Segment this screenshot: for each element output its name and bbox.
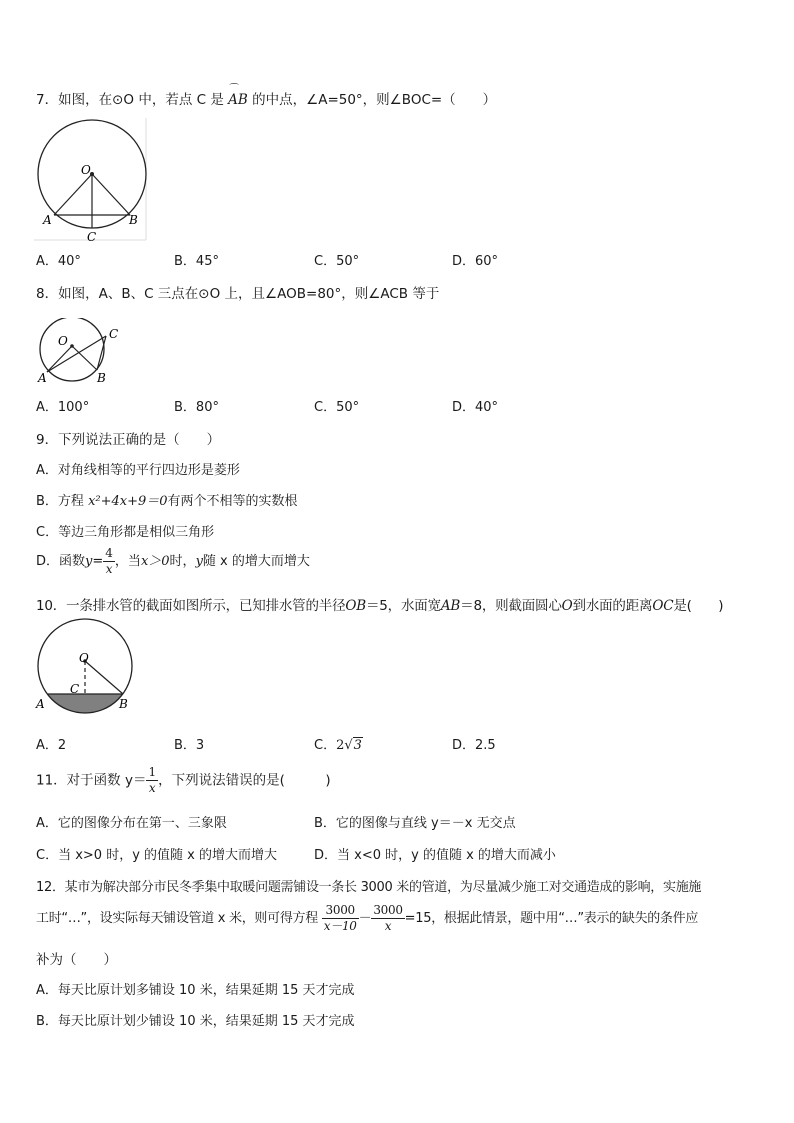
q10-sqrt: 2√3 (336, 738, 362, 753)
q8-option-c: C．50° (314, 400, 360, 415)
q9-option-b: B．方程 x²+4x+9＝0有两个不相等的实数根 (36, 494, 298, 509)
q7-text-a: 如图，在⊙O 中，若点 C 是 (58, 92, 224, 108)
q8-label-c: C (109, 327, 119, 341)
q11-fraction: $\frac{1}{x}$ (148, 765, 157, 795)
q12-fraction-1: $\frac{3000}{x-10}$ (323, 903, 357, 933)
q9-equation: x²+4x+9＝0 (88, 494, 168, 509)
q12-line1: 12．某市为解决部分市民冬季集中取暖问题需铺设一条长 3000 米的管道，为尽量减少施工对交通造成的影响，实施施 (36, 880, 702, 895)
q10-label-c: C (70, 682, 80, 696)
q10-option-d: D．2.5 (452, 738, 496, 753)
q7-arc-ab: ⌒ AB (228, 84, 248, 108)
q12-option-b: B．每天比原计划少铺设 10 米，结果延期 15 天才完成 (36, 1014, 355, 1029)
q10-label-b: B (119, 697, 128, 711)
q8-option-b: B．80° (174, 400, 219, 415)
q7-label-a: A (43, 213, 52, 227)
q9-option-d: D．函数y= $\frac{4}{x}$ ，当x＞0时，y随 x 的增大而增大 (36, 546, 310, 576)
q9-fraction: $\frac{4}{x}$ (105, 546, 113, 576)
q8-option-d: D．40° (452, 400, 499, 415)
q11-option-d: D．当 x<0 时，y 的值随 x 的增大而减小 (314, 848, 556, 863)
q10-label-a: A (36, 697, 45, 711)
q8-label-b: B (97, 371, 106, 385)
q10-label-o: O (79, 651, 89, 665)
q12-option-a: A．每天比原计划多铺设 10 米，结果延期 15 天才完成 (36, 983, 355, 998)
q8-stem: 8．如图，A、B、C 三点在⊙O 上，且∠AOB=80°，则∠ACB 等于 (36, 286, 440, 302)
q11-option-b: B．它的图像与直线 y＝－x 无交点 (314, 816, 516, 831)
q7-label-b: B (129, 213, 138, 227)
q8-figure (32, 318, 132, 388)
q8-circle (40, 318, 104, 381)
q12-line3: 补为（ ） (36, 952, 117, 968)
q7-label-o: O (81, 163, 91, 177)
q8-label-a: A (38, 371, 47, 385)
q7-number: 7． (36, 92, 59, 108)
q9-option-a: A．对角线相等的平行四边形是菱形 (36, 463, 240, 478)
q7-label-c: C (87, 230, 97, 244)
q10-option-a: A．2 (36, 738, 67, 753)
q7-option-d: D．60° (452, 254, 499, 269)
q10-option-b: B．3 (174, 738, 205, 753)
q9-stem: 9．下列说法正确的是（ ） (36, 432, 221, 448)
q7-text-b: 的中点，∠A=50°，则∠BOC=（ ） (252, 92, 497, 108)
q10-stem: 10．一条排水管的截面如图所示，已知排水管的半径OB＝5，水面宽AB＝8，则截面圆心O到水面的距离OC是( ) (36, 598, 724, 614)
arc-symbol-icon: ⌒ (229, 84, 240, 95)
q7-option-b: B．45° (174, 254, 219, 269)
q8-label-o: O (58, 334, 68, 348)
q10-figure (32, 616, 142, 716)
q7-option-a: A．40° (36, 254, 81, 269)
q9-option-c: C．等边三角形都是相似三角形 (36, 525, 215, 540)
q7-figure (32, 116, 152, 244)
q7-stem (36, 84, 497, 108)
q12-fraction-2: $\frac{3000}{x}$ (373, 903, 403, 933)
q11-stem: 11．对于函数 y＝ $\frac{1}{x}$ ，下列说法错误的是( ) (36, 765, 331, 795)
q12-line2: 工时“…”，设实际每天铺设管道 x 米，则可得方程 $\frac{3000}{x-10}$ － $\frac{3000}{x}$ =15，根据此情景，题中用“…”表示的缺失的条件应 (36, 903, 699, 933)
q11-option-a: A．它的图像分布在第一、三象限 (36, 816, 227, 831)
q8-option-a: A．100° (36, 400, 90, 415)
q7-option-c: C．50° (314, 254, 360, 269)
q10-option-c: C．2√3 (314, 738, 362, 753)
q11-option-c: C．当 x>0 时，y 的值随 x 的增大而增大 (36, 848, 277, 863)
q10-water-segment (47, 694, 123, 713)
